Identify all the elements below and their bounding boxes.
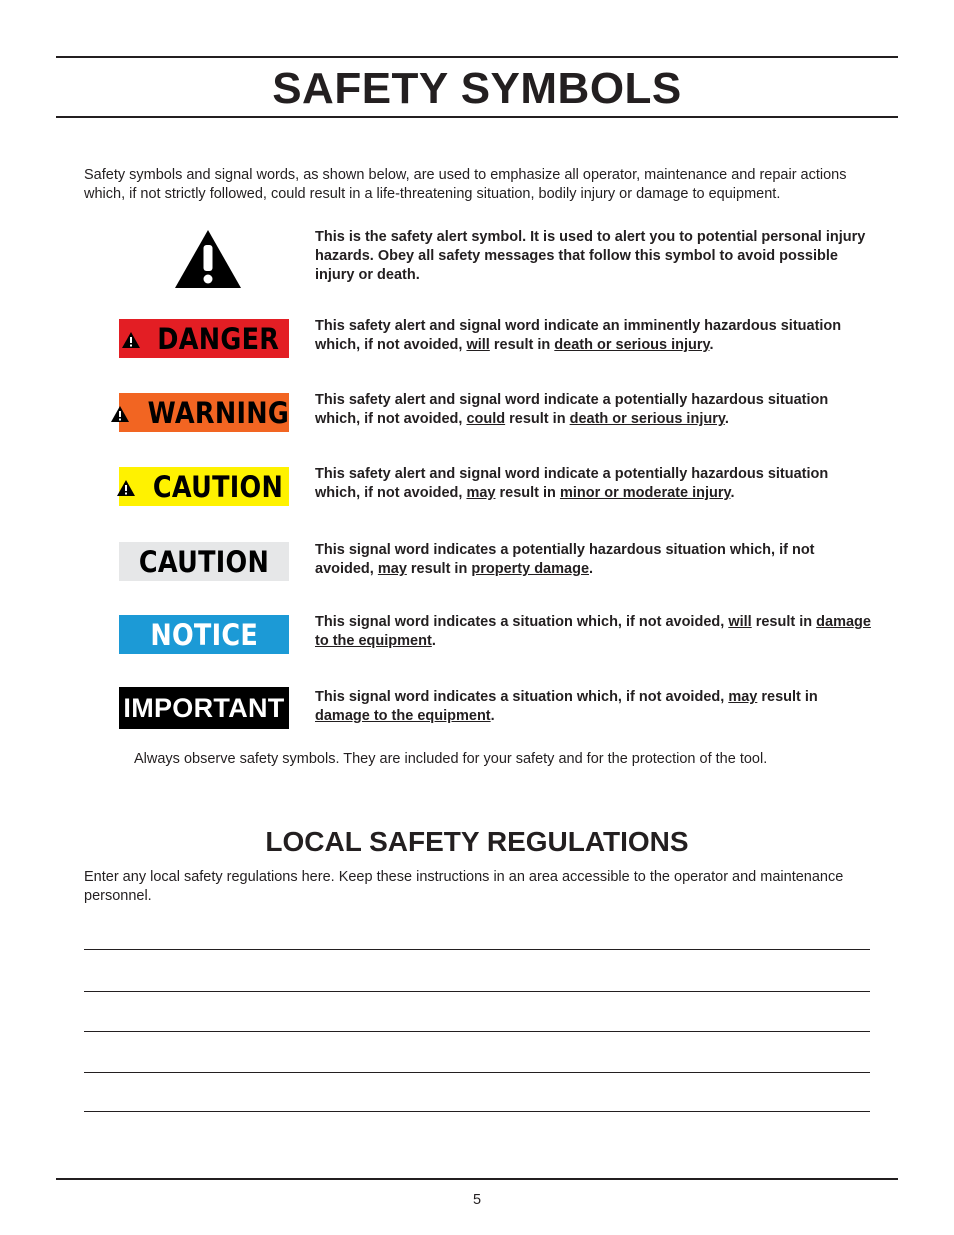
entry-line[interactable] (84, 949, 870, 950)
alert-triangle-icon (110, 396, 130, 430)
entry-line[interactable] (84, 991, 870, 992)
caution-alert-description: This safety alert and signal word indicate a potentially hazardous situation which, if not avoided, may result in minor or moderate injury. (315, 466, 829, 501)
notice-description: This signal word indicates a situation which, if not avoided, will result in damage to the equipment. (315, 614, 871, 649)
observe-note: Always observe safety symbols. They are included for your safety and for the protection of the tool. (134, 751, 768, 767)
danger-description: This safety alert and signal word indicate an imminently hazardous situation which, if not avoided, will result in death or serious injury. (315, 318, 842, 353)
caution-alert-word: CAUTION (152, 469, 284, 504)
page-title: SAFETY SYMBOLS (272, 64, 682, 113)
notice-word: NOTICE (150, 617, 258, 652)
caution-description: This signal word indicates a potentially hazardous situation which, if not avoided, may result in property damage. (315, 542, 815, 577)
alert-triangle-icon (121, 322, 141, 356)
entry-line[interactable] (84, 1031, 870, 1032)
warning-description: This safety alert and signal word indicate a potentially hazardous situation which, if not avoided, could result in death or serious injury. (315, 392, 829, 427)
caution-alert-label (119, 467, 289, 506)
danger-word: DANGER (157, 321, 279, 356)
important-word: IMPORTANT (123, 692, 285, 723)
alert-symbol-description: This is the safety alert symbol. It is used to alert you to potential personal injury hazards. Obey all safety messages that follow this symbol to avoid possible injury or death. (315, 229, 866, 283)
important-description: This signal word indicates a situation which, if not avoided, may result in damage to the equipment. (315, 689, 818, 724)
caution-label (119, 542, 289, 581)
entry-line[interactable] (84, 1072, 870, 1073)
notice-label (119, 615, 289, 654)
top-rule (56, 56, 898, 58)
caution-word: CAUTION (138, 544, 270, 579)
warning-label (119, 393, 289, 432)
title-rule (56, 116, 898, 118)
local-regulations-intro: Enter any local safety regulations here. Keep these instructions in an area accessible to the operator and maintenance personnel. (84, 869, 844, 904)
safety-alert-triangle-icon (173, 228, 243, 295)
local-regulations-heading: LOCAL SAFETY REGULATIONS (265, 826, 689, 857)
footer-rule (56, 1178, 898, 1180)
intro-paragraph: Safety symbols and signal words, as shown below, are used to emphasize all operator, maintenance and repair actions which, if not strictly followed, could result in a life-threatening situation, bodily injury or damage to equipment. (84, 167, 847, 202)
page-number: 5 (472, 1192, 482, 1208)
alert-triangle-icon (116, 470, 136, 504)
entry-line[interactable] (84, 1111, 870, 1112)
danger-label (119, 319, 289, 358)
warning-word: WARNING (147, 395, 289, 430)
important-label (119, 687, 289, 729)
